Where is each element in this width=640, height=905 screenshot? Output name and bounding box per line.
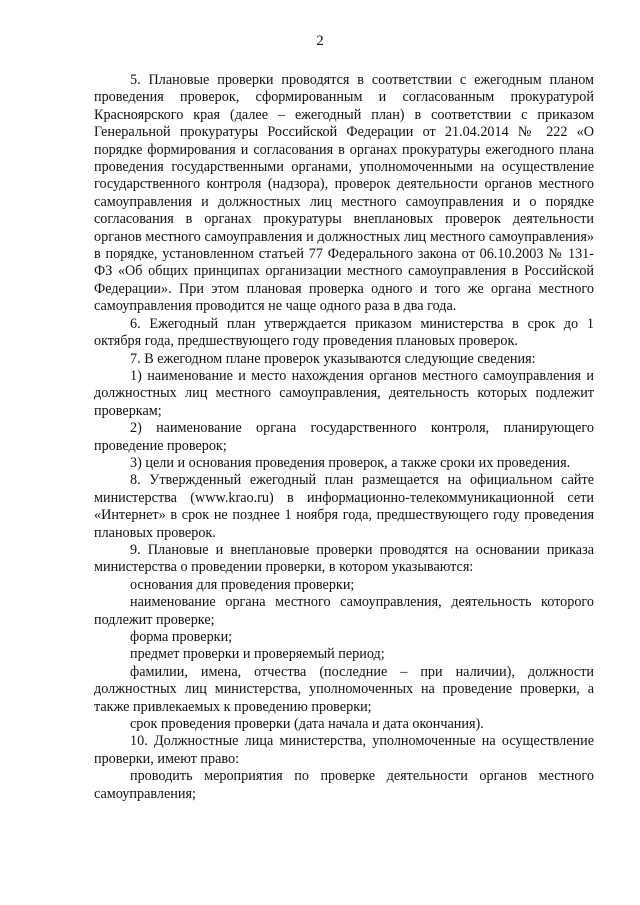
list-item: проводить мероприятия по проверке деятельности органов местного самоуправления; xyxy=(94,768,594,802)
paragraph-6-annual-plan-approval: 6. Ежегодный план утверждается приказом министерства в срок до 1 октября года, предшествующего году проведения плановых проверок. xyxy=(94,315,594,350)
list-item: 1) наименование и место нахождения органов местного самоуправления и должностных лиц местного самоуправления, деятельность которых подлежит проверкам; xyxy=(94,367,594,419)
document-body xyxy=(94,72,594,803)
paragraph-9-inspection-order: 9. Плановые и внеплановые проверки проводятся на основании приказа министерства о проведении проверки, в котором указываются: xyxy=(94,541,594,576)
list-item: 2) наименование органа государственного контроля, планирующего проведение проверок; xyxy=(94,420,594,454)
list-item: предмет проверки и проверяемый период; xyxy=(130,646,385,663)
paragraph-7-plan-contents: 7. В ежегодном плане проверок указываются следующие сведения: xyxy=(130,350,536,367)
list-item: наименование органа местного самоуправления, деятельность которого подлежит проверке; xyxy=(94,594,594,628)
list-item: фамилии, имена, отчества (последние – при наличии), должности должностных лиц министерства, уполномоченных на проведение проверки, а также привлекаемых к проведению проверки; xyxy=(94,663,594,715)
page-number: 2 xyxy=(316,33,324,49)
paragraph-5-planned-inspections: 5. Плановые проверки проводятся в соответствии с ежегодным планом проведения проверок, сформированным и согласованным прокуратурой Красноярского края (далее – ежегодный план) в соответствии с приказом Генеральной прокуратуры Российской Федерации от 21.04.2014 № 222 «О порядке формирования и согласования в органах прокуратуры ежегодного плана проведения государственными органами, уполномоченными на осуществление государственного контроля (надзора), проверок деятельности органов местного самоуправления и должностных лиц местного самоуправления и о порядке согласования в органах прокуратуры внеплановых проверок деятельности органов местного самоуправления и должностных лиц местного самоуправления» в порядке, установленном статьей 77 Федерального закона от 06.10.2003 № 131-ФЗ «Об общих принципах организации местного самоуправления в Российской Федерации». При этом плановая проверка одного и того же органа местного самоуправления проводится не чаще одного раза в два года. xyxy=(94,72,594,315)
paragraph-10-official-rights: 10. Должностные лица министерства, уполномоченные на осуществление проверки, имеют право: xyxy=(94,733,594,767)
paragraph-8-plan-publication: 8. Утвержденный ежегодный план размещается на официальном сайте министерства (www.krao.ru) в информационно-телекоммуникационной сети «Интернет» в срок не позднее 1 ноября года, предшествующего году проведения плановых проверок. xyxy=(94,472,594,541)
list-item: форма проверки; xyxy=(130,629,233,645)
list-item: основания для проведения проверки; xyxy=(130,576,355,593)
list-item: 3) цели и основания проведения проверок, а также сроки их проведения. xyxy=(130,454,571,471)
list-item: срок проведения проверки (дата начала и дата окончания). xyxy=(130,716,484,733)
